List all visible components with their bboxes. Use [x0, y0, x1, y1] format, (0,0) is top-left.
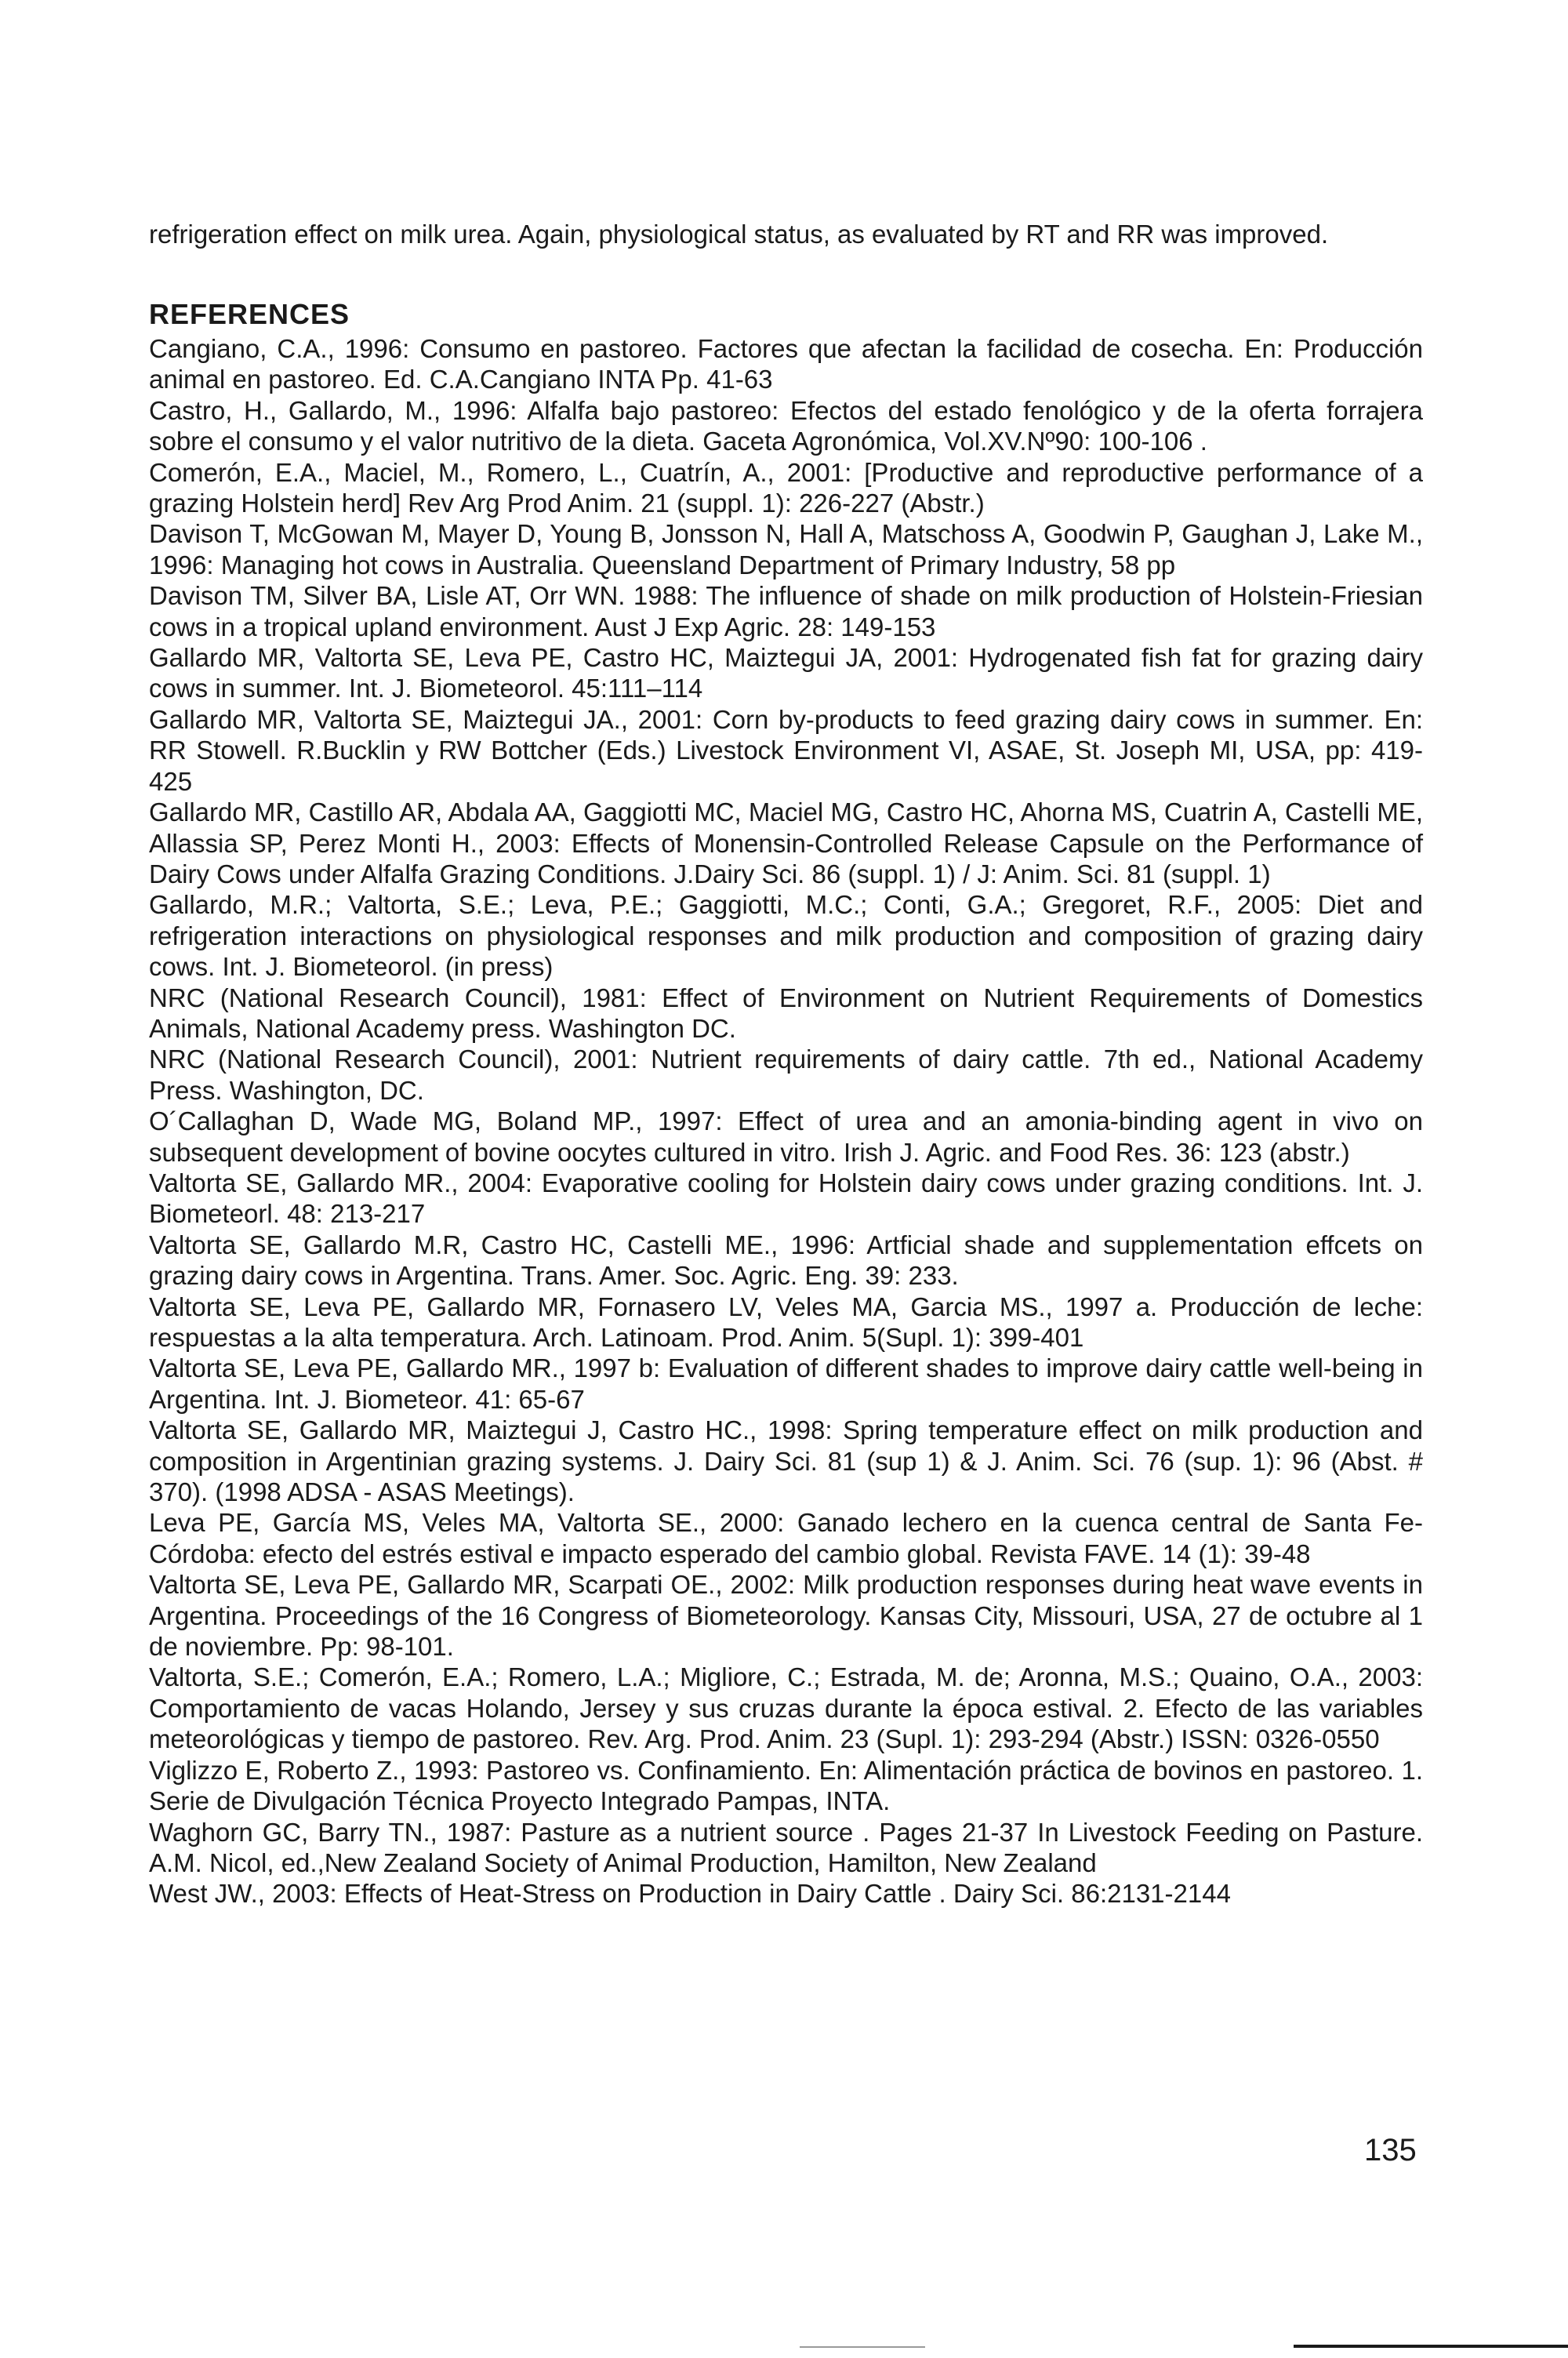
- references-heading: REFERENCES: [149, 298, 350, 330]
- references-list: [149, 333, 1423, 1909]
- reference-item: Castro, H., Gallardo, M., 1996: Alfalfa bajo pastoreo: Efectos del estado fenológico y de la oferta forrajera sobre el consumo y el valor nutritivo de la dieta. Gaceta Agronómica, Vol.XV.Nº90: 100-106 .: [149, 395, 1423, 456]
- reference-item: Gallardo MR, Valtorta SE, Maiztegui JA., 2001: Corn by-products to feed grazing dairy cows in summer. En: RR Stowell. R.Bucklin y RW Bottcher (Eds.) Livestock Environment VI, ASAE, St. Joseph MI, USA, pp: 419-425: [149, 704, 1423, 796]
- reference-item: Gallardo MR, Valtorta SE, Leva PE, Castro HC, Maiztegui JA, 2001: Hydrogenated fish fat for grazing dairy cows in summer. Int. J. Biometeorol. 45:111–114: [149, 643, 1423, 703]
- reference-item: NRC (National Research Council), 2001: Nutrient requirements of dairy cattle. 7th ed., National Academy Press. Washington, DC.: [149, 1045, 1423, 1105]
- reference-item: Davison T, McGowan M, Mayer D, Young B, Jonsson N, Hall A, Matschoss A, Goodwin P, Gaughan J, Lake M., 1996: Managing hot cows in Australia. Queensland Department of Primary Industry, 58 pp: [149, 519, 1423, 580]
- reference-item: NRC (National Research Council), 1981: Effect of Environment on Nutrient Requirements of Domestics Animals, National Academy press. Washington DC.: [149, 983, 1423, 1043]
- reference-item: Gallardo MR, Castillo AR, Abdala AA, Gaggiotti MC, Maciel MG, Castro HC, Ahorna MS, Cuatrin A, Castelli ME, Allassia SP, Perez Monti H., 2003: Effects of Monensin-Controlled Release Capsule on the Performance of Dairy Cows under Alfalfa Grazing Conditions. J.Dairy Sci. 86 (suppl. 1) / J: Anim. Sci. 81 (suppl. 1): [149, 798, 1423, 888]
- reference-item: Valtorta SE, Leva PE, Gallardo MR, Scarpati OE., 2002: Milk production responses during heat wave events in Argentina. Proceedings of the 16 Congress of Biometeorology. Kansas City, Missouri, USA, 27 de octubre al 1 de noviembre. Pp: 98-101.: [149, 1570, 1423, 1662]
- reference-item: Valtorta SE, Leva PE, Gallardo MR, Fornasero LV, Veles MA, Garcia MS., 1997 a. Producción de leche: respuestas a la alta temperatura. Arch. Latinoam. Prod. Anim. 5(Supl. 1): 399-401: [149, 1292, 1423, 1352]
- page-content: [149, 218, 1423, 1909]
- reference-item: Valtorta SE, Leva PE, Gallardo MR., 1997 b: Evaluation of different shades to improve dairy cattle well-being in Argentina. Int. J. Biometeor. 41: 65-67: [149, 1353, 1423, 1414]
- reference-item: Valtorta SE, Gallardo MR., 2004: Evaporative cooling for Holstein dairy cows under grazing conditions. Int. J. Biometeorl. 48: 213-217: [149, 1168, 1423, 1229]
- reference-item: Viglizzo E, Roberto Z., 1993: Pastoreo vs. Confinamiento. En: Alimentación práctica de bovinos en pastoreo. 1. Serie de Divulgación Técnica Proyecto Integrado Pampas, INTA.: [149, 1755, 1423, 1816]
- reference-item: Cangiano, C.A., 1996: Consumo en pastoreo. Factores que afectan la facilidad de cosecha. En: Producción animal en pastoreo. Ed. C.A.Cangiano INTA Pp. 41-63: [149, 334, 1423, 394]
- reference-item: Waghorn GC, Barry TN., 1987: Pasture as a nutrient source . Pages 21-37 In Livestock Feeding on Pasture. A.M. Nicol, ed.,New Zealand Society of Animal Production, Hamilton, New Zealand: [149, 1817, 1423, 1877]
- scan-artifact-line: [800, 2346, 925, 2348]
- reference-item: O´Callaghan D, Wade MG, Boland MP., 1997: Effect of urea and an amonia-binding agent in vivo on subsequent development of bovine oocytes cultured in vitro. Irish J. Agric. and Food Res. 36: 123 (abstr.): [149, 1106, 1423, 1167]
- reference-item: Comerón, E.A., Maciel, M., Romero, L., Cuatrín, A., 2001: [Productive and reproductive performance of a grazing Holstein herd] Rev Arg Prod Anim. 21 (suppl. 1): 226-227 (Abstr.): [149, 457, 1423, 518]
- intro-paragraph: refrigeration effect on milk urea. Again, physiological status, as evaluated by RT and RR was improved.: [149, 220, 1329, 249]
- reference-item: Valtorta SE, Gallardo MR, Maiztegui J, Castro HC., 1998: Spring temperature effect on milk production and composition in Argentinian grazing systems. J. Dairy Sci. 81 (sup 1) & J. Anim. Sci. 76 (sup. 1): 96 (Abst. # 370). (1998 ADSA - ASAS Meetings).: [149, 1415, 1423, 1507]
- reference-item: Davison TM, Silver BA, Lisle AT, Orr WN. 1988: The influence of shade on milk production of Holstein-Friesian cows in a tropical upland environment. Aust J Exp Agric. 28: 149-153: [149, 581, 1423, 641]
- page-number: 135: [1364, 2133, 1417, 2167]
- reference-item: Valtorta, S.E.; Comerón, E.A.; Romero, L.A.; Migliore, C.; Estrada, M. de; Aronna, M.S.; Quaino, O.A., 2003: Comportamiento de vacas Holando, Jersey y sus cruzas durante la época estival. 2. Efecto de las variables meteorológicas y tiempo de pastoreo. Rev. Arg. Prod. Anim. 23 (Supl. 1): 293-294 (Abstr.) ISSN: 0326-0550: [149, 1662, 1423, 1754]
- reference-item: Gallardo, M.R.; Valtorta, S.E.; Leva, P.E.; Gaggiotti, M.C.; Conti, G.A.; Gregoret, R.F., 2005: Diet and refrigeration interactions on physiological responses and milk production and composition of grazing dairy cows. Int. J. Biometeorol. (in press): [149, 890, 1423, 982]
- reference-item: Valtorta SE, Gallardo M.R, Castro HC, Castelli ME., 1996: Artficial shade and supplementation effcets on grazing dairy cows in Argentina. Trans. Amer. Soc. Agric. Eng. 39: 233.: [149, 1230, 1423, 1291]
- scan-edge-line: [1294, 2345, 1568, 2348]
- reference-item: West JW., 2003: Effects of Heat-Stress on Production in Dairy Cattle . Dairy Sci. 86:2131-2144: [149, 1879, 1231, 1909]
- reference-item: Leva PE, García MS, Veles MA, Valtorta SE., 2000: Ganado lechero en la cuenca central de Santa Fe-Córdoba: efecto del estrés estival e impacto esperado del cambio global. Revista FAVE. 14 (1): 39-48: [149, 1508, 1423, 1568]
